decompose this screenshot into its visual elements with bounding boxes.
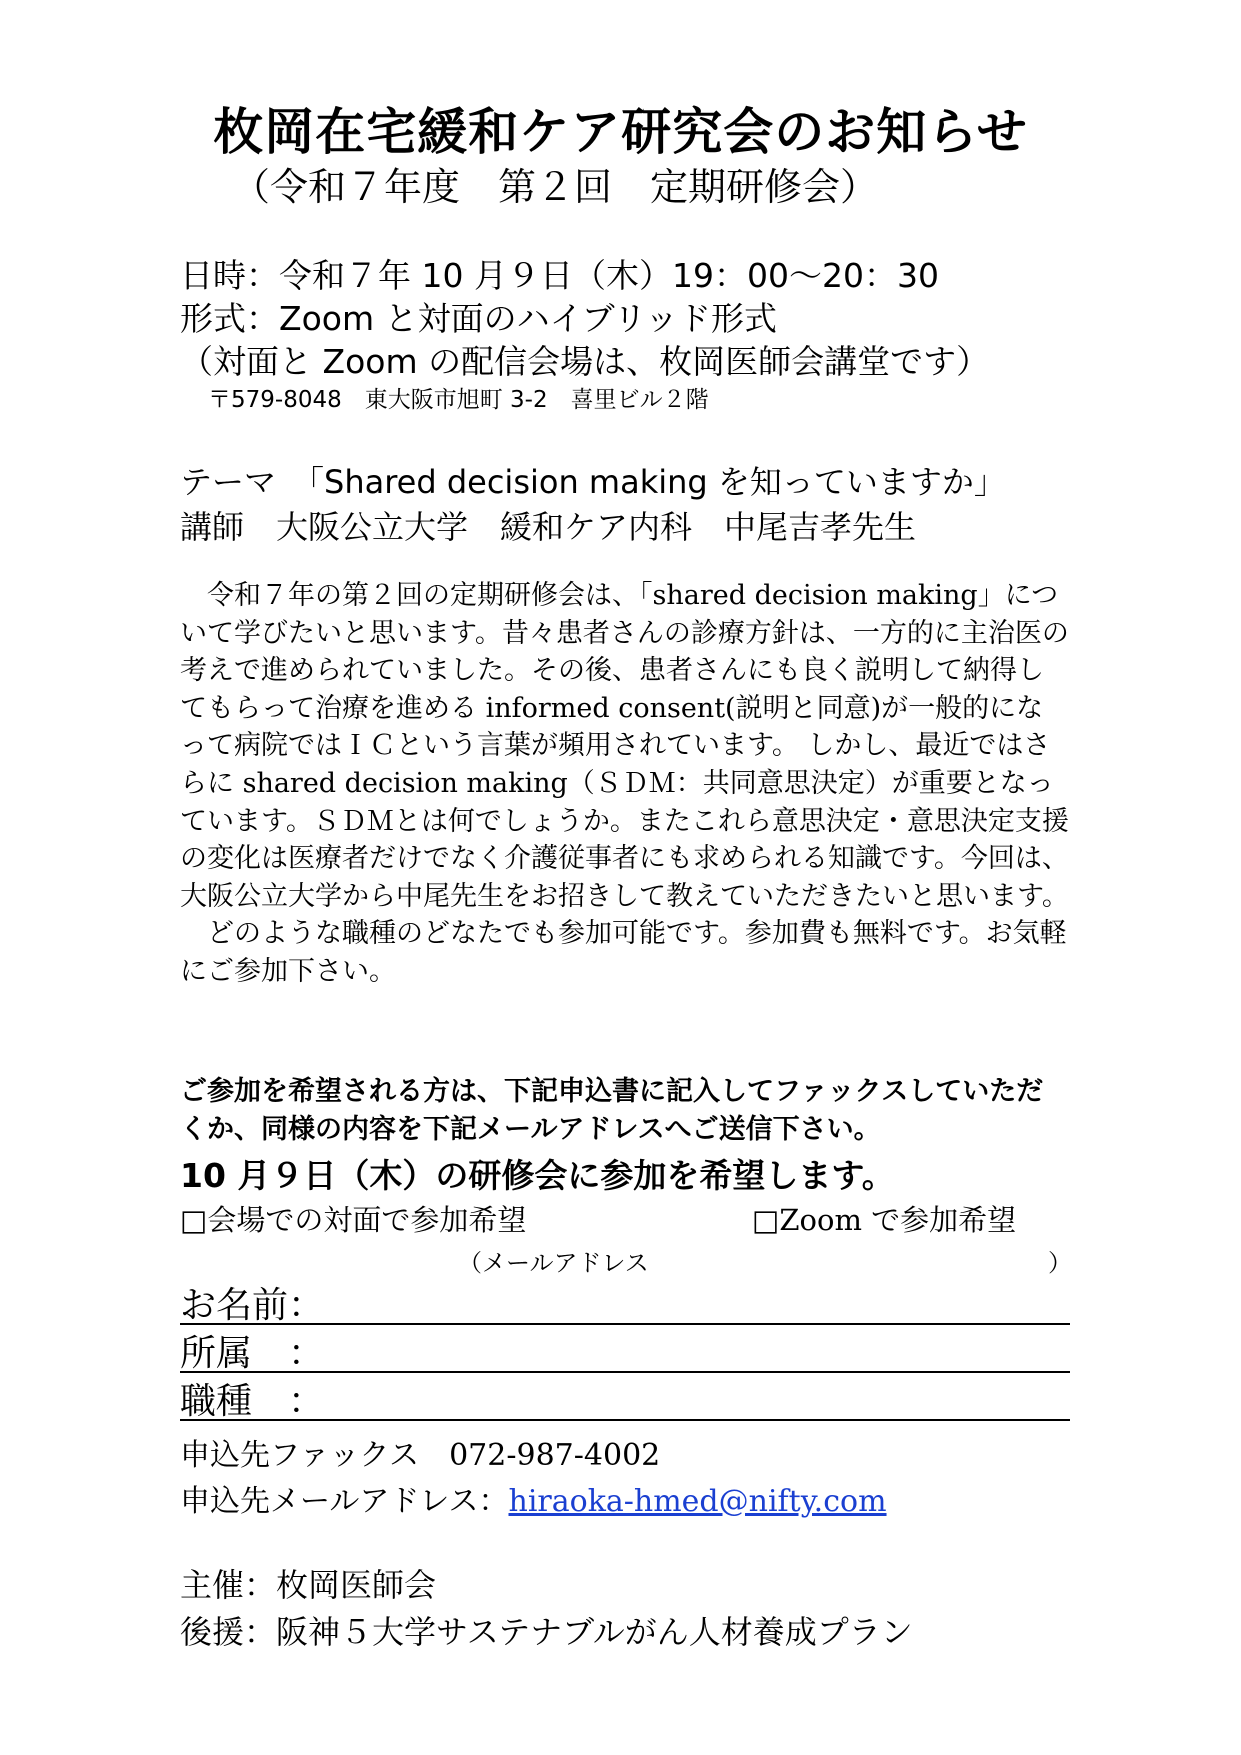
name-label: お名前： (180, 1285, 325, 1326)
application-instruction: ご参加を希望される方は、下記申込書に記入してファックスしていただくか、同様の内容を下記メールアドレスへご送信下さい。 (180, 1076, 1044, 1145)
affiliation-label: 所属 ： (180, 1333, 325, 1374)
fax-line: 申込先ファックス 072-987-4002 (180, 1438, 661, 1473)
event-address: 〒579-8048 東大阪市旭町 3-2 喜里ビル２階 (208, 387, 709, 413)
email-hint-open: （メールアドレス (458, 1249, 649, 1277)
support-organizer: 後援：阪神５大学サステナブルがん人材養成プラン (180, 1613, 913, 1651)
event-datetime: 日時：令和７年 10 月９日（木）19：00～20：30 (180, 256, 939, 295)
name-field[interactable] (180, 1277, 1070, 1325)
application-heading: 10 月９日（木）の研修会に参加を希望します。 (180, 1156, 895, 1195)
theme-line: テーマ 「Shared decision making を知っていますか」 (180, 463, 1006, 501)
page-title: 枚岡在宅緩和ケア研究会のお知らせ (213, 103, 1028, 161)
email-label: 申込先メールアドレス： (180, 1484, 509, 1519)
option-zoom-checkbox[interactable]: □Zoom で参加希望 (752, 1203, 1017, 1237)
affiliation-field[interactable] (180, 1325, 1070, 1373)
email-hint-close: ） (1048, 1249, 1072, 1277)
email-link[interactable]: hiraoka-hmed@nifty.com (508, 1484, 887, 1519)
lecturer-line: 講師 大阪公立大学 緩和ケア内科 中尾吉孝先生 (180, 508, 917, 546)
host-organizer: 主催：枚岡医師会 (180, 1566, 437, 1604)
option-in-person-checkbox[interactable]: □会場での対面で参加希望 (180, 1203, 527, 1237)
description-paragraph: 令和７年の第２回の定期研修会は、「shared decision making」について学びたいと思います。昔々患者さんの診療方針は、一方的に主治医の考えで進められていました。その後、患者さんにも良く説明して納得してもらって治療を進める informed consent(説明と同意)が一般的になって病院ではＩＣという言葉が頻用されています。 しかし、最近ではさらに shared decision making（ＳＤＭ：共同意思決定）が重要となっています。ＳＤＭとは何でしょうか。またこれら意思決定・意思決定支援の変化は医療者だけでなく介護従事者にも求められる知識です。今回は、大阪公立大学から中尾先生をお招きして教えていただきたいと思います。 どのような職種のどなたでも参加可能です。参加費も無料です。お気軽にご参加下さい。 (180, 580, 1069, 987)
email-line (180, 1476, 887, 1520)
occupation-label: 職種 ： (180, 1381, 325, 1422)
page-subtitle: （令和７年度 第２回 定期研修会） (232, 165, 879, 209)
event-venue: （対面と Zoom の配信会場は、枚岡医師会講堂です） (180, 342, 990, 381)
occupation-field[interactable] (180, 1373, 1070, 1421)
event-format: 形式：Zoom と対面のハイブリッド形式 (180, 299, 777, 338)
